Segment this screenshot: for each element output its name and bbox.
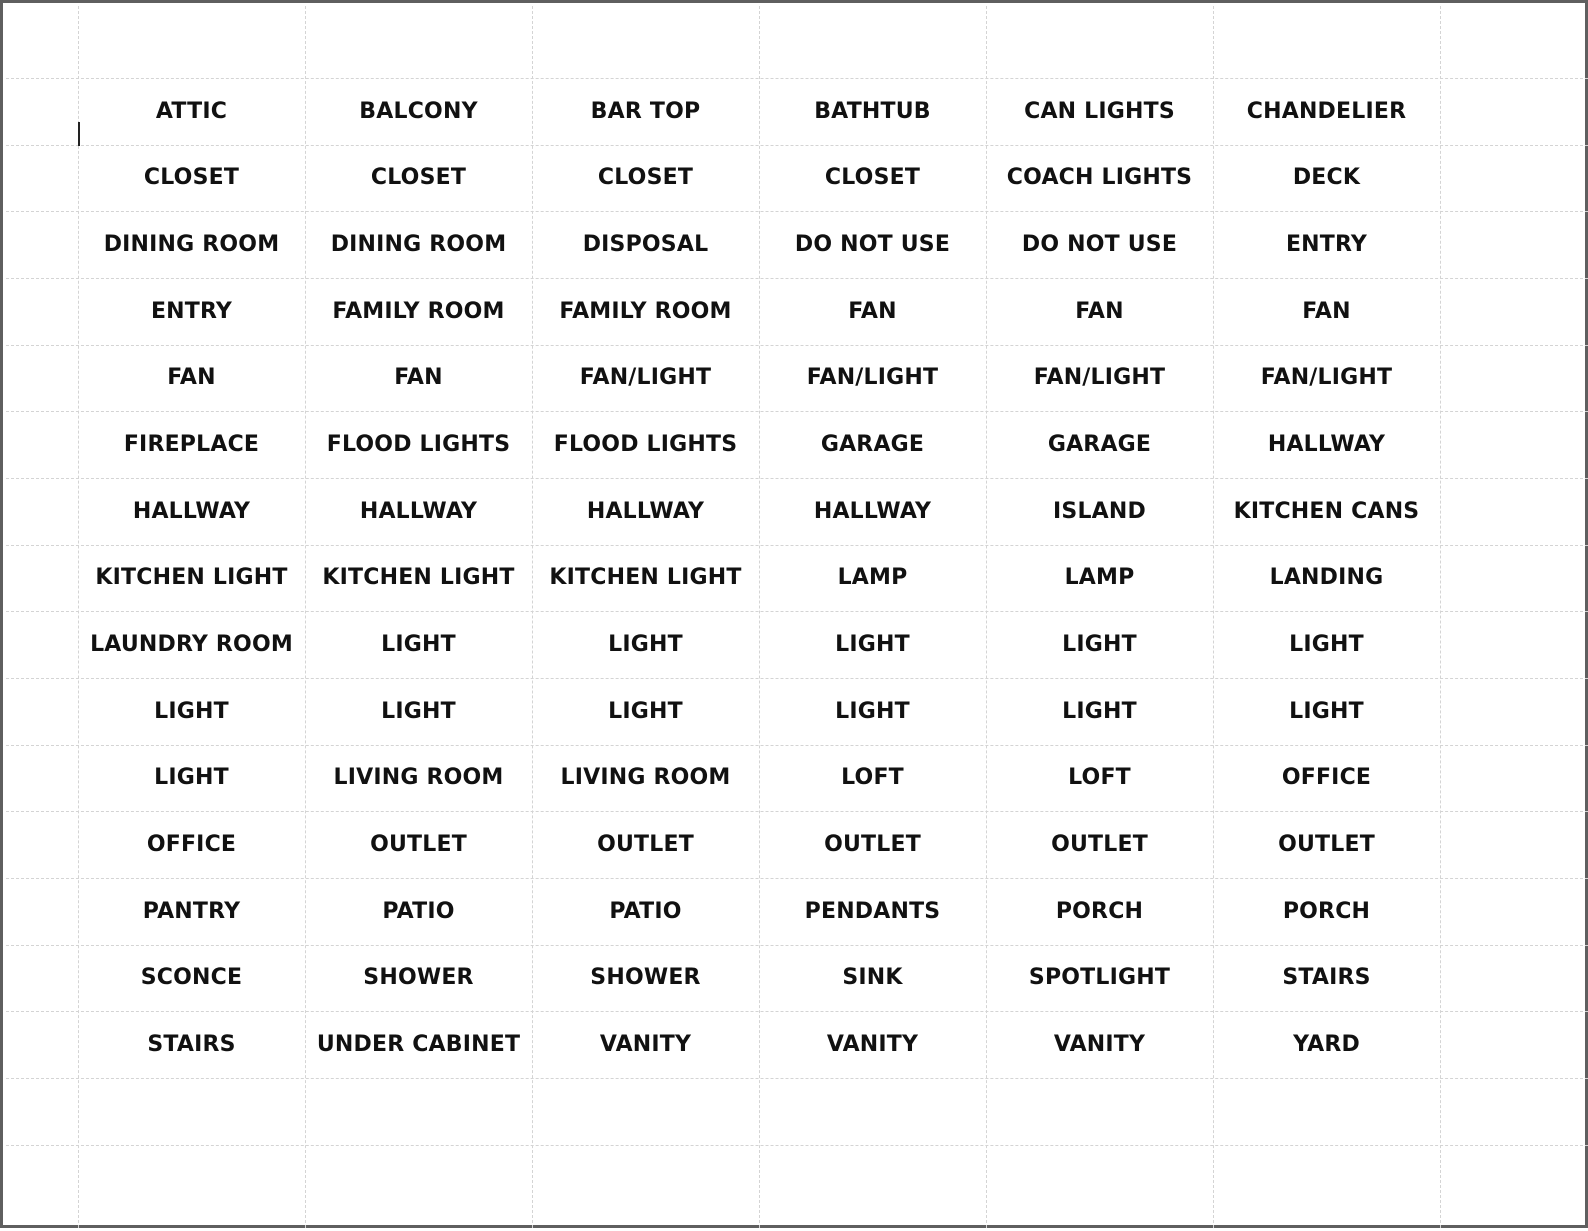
label-cell[interactable]: DINING ROOM [330,232,507,258]
label-cell[interactable]: ISLAND [1053,498,1146,524]
label-cell[interactable]: FAN [1302,298,1351,324]
label-cell[interactable]: ENTRY [1285,232,1368,258]
label-cell[interactable]: PORCH [1282,898,1371,924]
label-cell[interactable]: LIGHT [154,765,229,791]
label-cell[interactable]: SHOWER [590,965,701,991]
label-cell[interactable]: LOFT [1068,765,1131,791]
label-cell[interactable]: CLOSET [597,165,694,191]
label-cell[interactable]: STAIRS [1282,965,1371,991]
label-cell[interactable]: KITCHEN LIGHT [95,565,288,591]
label-cell[interactable]: LIGHT [608,632,683,658]
label-cell[interactable]: LIVING ROOM [333,765,504,791]
label-cell[interactable]: ATTIC [155,98,228,124]
label-cell[interactable]: FIREPLACE [123,432,260,458]
label-cell[interactable]: SINK [842,965,903,991]
label-cell[interactable]: HALLWAY [359,498,478,524]
label-cell[interactable]: PORCH [1055,898,1144,924]
label-cell[interactable]: BALCONY [359,98,478,124]
label-cell[interactable]: GARAGE [820,432,925,458]
label-cell[interactable]: CLOSET [824,165,921,191]
label-cell[interactable]: SCONCE [140,965,243,991]
label-cell[interactable]: STAIRS [147,1032,236,1058]
label-cell[interactable]: FAN [167,365,216,391]
label-cell[interactable]: FAN/LIGHT [1260,365,1393,391]
label-cell[interactable]: OUTLET [370,832,467,858]
label-cell[interactable]: LAMP [837,565,908,591]
label-cell[interactable]: DINING ROOM [103,232,280,258]
label-cell[interactable]: LIGHT [154,698,229,724]
label-cell[interactable]: LIGHT [381,698,456,724]
label-cell[interactable]: BAR TOP [590,98,701,124]
label-cell[interactable]: LIGHT [608,698,683,724]
label-cell[interactable]: FAN/LIGHT [579,365,712,391]
label-cell[interactable]: PANTRY [142,898,241,924]
label-cell[interactable]: OUTLET [824,832,921,858]
label-cell[interactable]: GARAGE [1047,432,1152,458]
label-cell[interactable]: LIGHT [835,632,910,658]
label-cell[interactable]: LIGHT [1062,698,1137,724]
label-cell[interactable]: SHOWER [363,965,474,991]
label-cell[interactable]: FAN [1075,298,1124,324]
label-cell[interactable]: UNDER CABINET [316,1032,521,1058]
label-cell[interactable]: LIGHT [1062,632,1137,658]
label-cell[interactable]: OFFICE [146,832,237,858]
label-cell[interactable]: OUTLET [1051,832,1148,858]
label-cell[interactable]: LAMP [1064,565,1135,591]
label-cell[interactable]: LIGHT [835,698,910,724]
label-cell[interactable]: PATIO [382,898,455,924]
label-cell[interactable]: OUTLET [1278,832,1375,858]
label-cell[interactable]: PATIO [609,898,682,924]
label-cell[interactable]: CHANDELIER [1246,98,1407,124]
label-cell[interactable]: FAN/LIGHT [806,365,939,391]
label-cell[interactable]: KITCHEN CANS [1233,498,1420,524]
label-cell[interactable]: FLOOD LIGHTS [553,432,738,458]
label-cell[interactable]: COACH LIGHTS [1006,165,1193,191]
label-cell[interactable]: CAN LIGHTS [1024,98,1175,124]
label-cell[interactable]: FLOOD LIGHTS [326,432,511,458]
label-cell[interactable]: LANDING [1269,565,1384,591]
label-cell[interactable]: SPOTLIGHT [1028,965,1171,991]
label-cell[interactable]: KITCHEN LIGHT [322,565,515,591]
label-cell[interactable]: OFFICE [1281,765,1372,791]
label-cell[interactable]: FAN [394,365,443,391]
row-divider [6,1145,1588,1146]
label-cell[interactable]: ENTRY [150,298,233,324]
label-cell[interactable]: LIGHT [1289,698,1364,724]
label-cell[interactable]: KITCHEN LIGHT [549,565,742,591]
label-cell[interactable]: YARD [1293,1032,1360,1058]
label-cell[interactable]: DECK [1292,165,1361,191]
label-cell[interactable]: FAMILY ROOM [559,298,732,324]
label-cell[interactable]: FAN/LIGHT [1033,365,1166,391]
row-divider [6,1078,1588,1079]
label-cell[interactable]: DO NOT USE [794,232,951,258]
label-cell[interactable]: HALLWAY [132,498,251,524]
label-cell[interactable]: LIVING ROOM [560,765,731,791]
label-cell[interactable]: VANITY [826,1032,919,1058]
label-grid [78,78,1440,1078]
label-cell[interactable]: DO NOT USE [1021,232,1178,258]
label-cell[interactable]: PENDANTS [804,898,941,924]
label-cell[interactable]: LOFT [841,765,904,791]
label-cell[interactable]: CLOSET [370,165,467,191]
label-cell[interactable]: HALLWAY [586,498,705,524]
label-cell[interactable]: LIGHT [1289,632,1364,658]
label-cell[interactable]: DISPOSAL [582,232,709,258]
label-cell[interactable]: VANITY [599,1032,692,1058]
label-cell[interactable]: FAN [848,298,897,324]
label-cell[interactable]: FAMILY ROOM [332,298,505,324]
label-cell[interactable]: BATHTUB [814,98,931,124]
label-cell[interactable]: HALLWAY [1267,432,1386,458]
label-cell[interactable]: HALLWAY [813,498,932,524]
label-cell[interactable]: VANITY [1053,1032,1146,1058]
column-divider [1440,6,1441,1228]
label-cell[interactable]: OUTLET [597,832,694,858]
label-cell[interactable]: LIGHT [381,632,456,658]
label-cell[interactable]: CLOSET [143,165,240,191]
label-cell[interactable]: LAUNDRY ROOM [90,632,293,658]
